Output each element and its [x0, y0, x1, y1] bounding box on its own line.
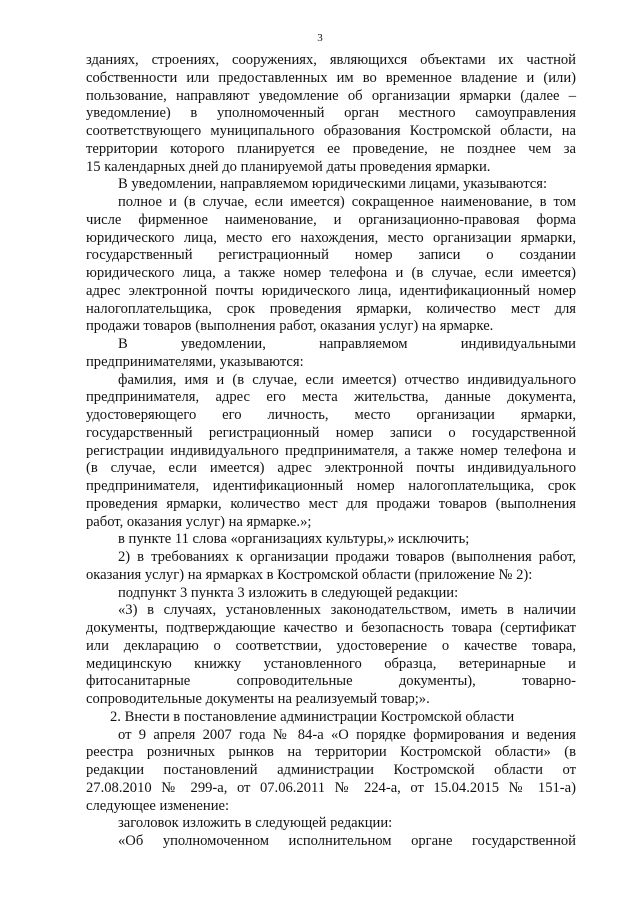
- text-line: адрес электронной почты юридического лица, идентификационный номер: [86, 282, 576, 299]
- text-line: удостоверяющего его личность, место организации ярмарки,: [86, 407, 576, 423]
- text-line: оказания услуг) на ярмарках в Костромской области (приложение № 2):: [86, 566, 533, 583]
- text-line: В уведомлении, направляемом индивидуальными: [118, 336, 576, 352]
- text-line: юридического лица, а также номер телефона и (в случае, если имеется): [86, 265, 576, 281]
- text-line: в пункте 11 слова «организациях культуры,» исключить;: [118, 531, 470, 548]
- text-line: юридического лица, место его нахождения, место организации ярмарки,: [86, 229, 576, 246]
- text-line: реестра розничных рынков на территории Костромской области» (в: [86, 744, 576, 761]
- text-line: следующее изменение:: [86, 797, 230, 814]
- text-line: медицинскую книжку установленного образца, ветеринарные и: [86, 655, 576, 672]
- text-line: государственный регистрационный номер записи о создании: [86, 247, 576, 264]
- text-line: предпринимателя, адрес его места жительства, данные документа,: [86, 389, 576, 406]
- text-line: продажи товаров (выполнения работ, оказания услуг) на ярмарке.: [86, 318, 494, 335]
- document-body: [86, 52, 576, 851]
- text-line: собственности или предоставленных им во временное владение и (или): [86, 69, 576, 86]
- text-line: налогоплательщика, срок проведения ярмарки, количество мест для: [86, 300, 576, 317]
- text-line: заголовок изложить в следующей редакции:: [118, 815, 393, 832]
- text-line: регистрации индивидуального предпринимателя, а также номер телефона и: [86, 442, 576, 459]
- text-line: числе фирменное наименование, и организационно-правовая форма: [86, 211, 576, 228]
- text-line: В уведомлении, направляемом юридическими лицами, указываются:: [118, 176, 548, 193]
- text-line: от 9 апреля 2007 года № 84-а «О порядке формирования и ведения: [118, 726, 576, 743]
- text-line: редакции постановлений администрации Костромской области от: [86, 762, 576, 778]
- page-number: 3: [317, 32, 323, 44]
- text-line: или декларацию о соответствии, удостоверение о качестве товара,: [86, 637, 576, 654]
- text-line: уведомление) в уполномоченный орган местного самоуправления: [86, 105, 576, 122]
- text-line: 2. Внести в постановление администрации Костромской области: [110, 708, 515, 725]
- text-line: (в случае, если имеется) адрес электронной почты индивидуального: [86, 460, 576, 477]
- text-line: 27.08.2010 № 299-а, от 07.06.2011 № 224-а, от 15.04.2015 № 151-а): [86, 779, 576, 796]
- text-line: 15 календарных дней до планируемой даты проведения ярмарки.: [86, 158, 491, 175]
- text-line: документы, подтверждающие качество и безопасность товара (сертификат: [86, 620, 576, 636]
- text-line: «Об уполномоченном исполнительном органе государственной: [118, 833, 576, 849]
- text-line: работ, оказания услуг) на ярмарке.»;: [86, 513, 312, 530]
- text-line: предпринимателями, указываются:: [86, 353, 304, 370]
- text-line: фамилия, имя и (в случае, если имеется) отчество индивидуального: [118, 371, 576, 388]
- text-line: пользование, направляют уведомление об организации ярмарки (далее –: [86, 87, 576, 104]
- text-line: государственный регистрационный номер записи о государственной: [86, 424, 576, 441]
- text-line: «3) в случаях, установленных законодательством, иметь в наличии: [118, 602, 576, 619]
- text-line: полное и (в случае, если имеется) сокращенное наименование, в том: [118, 194, 576, 210]
- text-line: зданиях, строениях, сооружениях, являющихся объектами их частной: [86, 52, 576, 68]
- text-line: сопроводительные документы на реализуемый товар;».: [86, 691, 430, 707]
- text-line: соответствующего муниципального образования Костромской области, на: [86, 123, 576, 139]
- text-line: проведения ярмарки, количество мест для продажи товаров (выполнения: [86, 495, 576, 512]
- text-line: территории которого планируется ее проведение, не позднее чем за: [86, 140, 576, 157]
- text-line: 2) в требованиях к организации продажи товаров (выполнения работ,: [118, 549, 576, 565]
- text-line: фитосанитарные сопроводительные документы), товарно-: [86, 673, 576, 690]
- text-line: подпункт 3 пункта 3 изложить в следующей редакции:: [118, 584, 459, 601]
- text-line: предпринимателя, идентификационный номер налогоплательщика, срок: [86, 478, 576, 494]
